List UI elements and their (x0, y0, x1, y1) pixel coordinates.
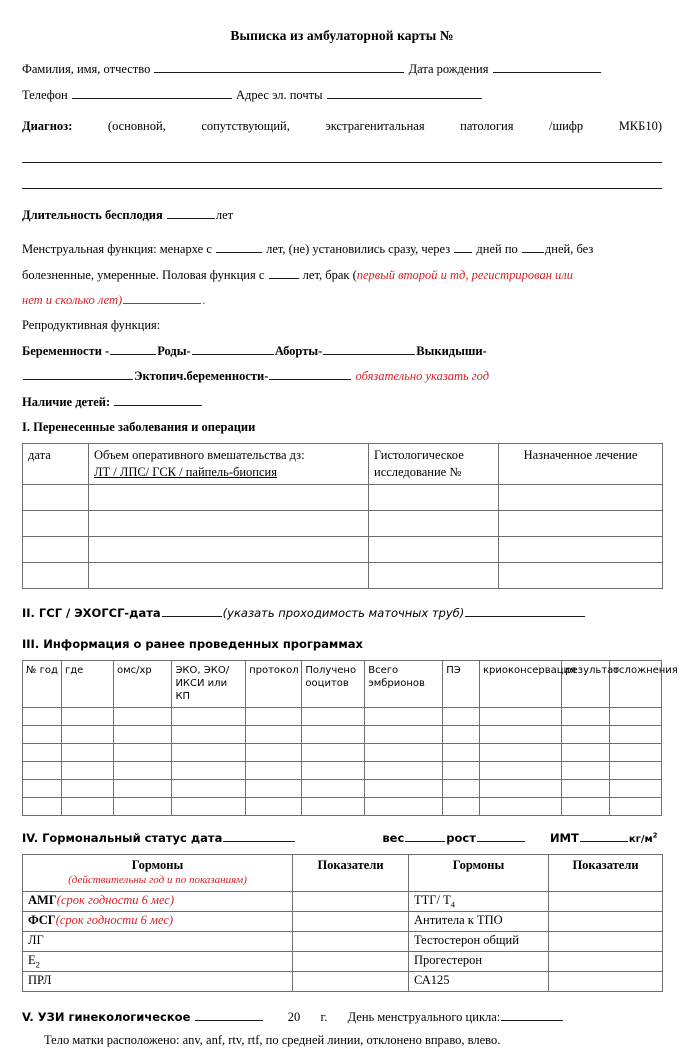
programs-col-result: результат (562, 660, 610, 707)
ectopic-year-note: обязательно указать год (355, 369, 490, 384)
marriage-note-period: . (202, 293, 206, 308)
menstrual-function-line-1 (22, 240, 662, 259)
cell[interactable] (246, 743, 302, 761)
cell-histology[interactable] (369, 485, 499, 511)
cell[interactable] (609, 725, 661, 743)
section-4-heading-row (22, 830, 662, 847)
menarche-age-field[interactable] (216, 240, 262, 253)
cell[interactable] (172, 707, 246, 725)
marriage-label: лет, брак ( (302, 267, 357, 282)
operations-table (22, 443, 663, 589)
section-2-heading-row (22, 605, 662, 621)
cell[interactable] (562, 779, 610, 797)
cell[interactable] (480, 779, 562, 797)
menstrual-function-line-3 (22, 291, 662, 310)
programs-table (22, 660, 678, 816)
cell[interactable] (562, 743, 610, 761)
diagnosis-word-5: МКБ10) (618, 119, 662, 134)
operations-col-scope-l2: ЛТ / ЛПС/ ГСК / пайпель-биопсия (94, 464, 277, 479)
hormones-header-note: (действительны год и по показаниям) (68, 874, 247, 887)
diagnosis-block (22, 117, 662, 189)
ultrasound-date-field[interactable] (195, 1008, 263, 1021)
cell[interactable] (480, 707, 562, 725)
cell[interactable] (172, 761, 246, 779)
menstrual-label-b: лет, (не) установились сразу, через (266, 241, 451, 256)
operations-col-date-l1: дата (28, 448, 51, 463)
height-label: рост (446, 830, 476, 845)
hormone-amh-note: (срок годности 6 мес) (56, 892, 175, 907)
hormones-col-right-title: Гормоны (409, 855, 549, 892)
cell[interactable] (609, 797, 661, 815)
cell[interactable] (61, 779, 113, 797)
cell[interactable] (172, 725, 246, 743)
cell[interactable] (562, 761, 610, 779)
cell[interactable] (61, 761, 113, 779)
cell-treatment[interactable] (499, 511, 663, 537)
abortions-field[interactable] (323, 342, 415, 355)
hsg-result-field[interactable] (465, 605, 585, 617)
table-row[interactable] (23, 761, 662, 779)
hormone-name-progesterone: Прогестерон (409, 951, 549, 971)
cell[interactable] (113, 779, 171, 797)
phone-field[interactable] (72, 86, 232, 99)
cell[interactable] (365, 761, 443, 779)
marriage-note-part-1: первый второй и тд, регистрирован или (356, 267, 573, 282)
bmi-unit-base: кг/м (628, 833, 653, 845)
cell[interactable] (23, 725, 62, 743)
patient-name-field[interactable] (154, 60, 404, 73)
programs-col-cryo: криоконсервация (480, 660, 562, 707)
diagnosis-label-row (22, 117, 662, 135)
programs-col-oocytes: Получено ооцитов (302, 660, 365, 707)
cell-scope[interactable] (89, 511, 369, 537)
bmi-unit-exponent: 2 (652, 831, 658, 840)
hormone-progesterone-value[interactable] (549, 951, 663, 971)
cell[interactable] (443, 761, 480, 779)
diagnosis-word-4: /шифр (549, 119, 584, 134)
cell[interactable] (172, 797, 246, 815)
hormone-name-ca125: СА125 (409, 971, 549, 991)
cell[interactable] (562, 725, 610, 743)
cell[interactable] (246, 797, 302, 815)
birth-date-label: Дата рождения (408, 61, 489, 76)
table-row[interactable] (23, 931, 663, 951)
cell[interactable] (480, 797, 562, 815)
cell-scope[interactable] (89, 537, 369, 563)
table-row[interactable] (23, 743, 662, 761)
programs-table-header-row (23, 660, 662, 707)
cell[interactable] (61, 725, 113, 743)
menstrual-label-d: дней, без (544, 241, 594, 256)
cell[interactable] (609, 707, 661, 725)
email-label: Адрес эл. почты (235, 87, 323, 102)
births-field[interactable] (192, 342, 274, 355)
hormone-e2-label: Е (28, 952, 36, 967)
cell-scope[interactable] (89, 485, 369, 511)
diagnosis-word-2: экстрагенитальная (325, 119, 425, 134)
cell[interactable] (562, 797, 610, 815)
ectopic-label: Эктопич.беременности- (134, 369, 269, 384)
bmi-label: ИМТ (549, 830, 579, 845)
cell-treatment[interactable] (499, 485, 663, 511)
hsg-note: (указать проходимость маточных труб) (222, 606, 465, 621)
table-row[interactable] (23, 971, 663, 991)
operations-col-scope-l1: Объем оперативного вмешательства дз: (94, 448, 305, 463)
section-3-title: III. Информация о ранее проведенных программах (22, 636, 363, 651)
cycle-day-field[interactable] (501, 1008, 563, 1021)
cell[interactable] (61, 743, 113, 761)
cell[interactable] (246, 725, 302, 743)
operations-col-histology-l2: исследование № (374, 464, 462, 479)
cycle-duration-field[interactable] (522, 240, 544, 253)
hormone-lh-label: ЛГ (28, 932, 44, 947)
hormone-e2-value[interactable] (293, 951, 409, 971)
cycle-day-label: День менструального цикла: (347, 1009, 501, 1024)
reproductive-counts-row (22, 342, 662, 361)
cell[interactable] (246, 707, 302, 725)
cell[interactable] (302, 761, 365, 779)
programs-col-where: где (61, 660, 113, 707)
cell[interactable] (443, 779, 480, 797)
uterus-position-text: Тело матки расположено: anv, anf, rtv, rtf, по средней линии, отклонено вправо, влево. (44, 1033, 501, 1048)
cell-date[interactable] (23, 537, 89, 563)
cell[interactable] (480, 743, 562, 761)
children-field[interactable] (114, 393, 202, 406)
bmi-field[interactable] (580, 830, 628, 842)
cell[interactable] (246, 761, 302, 779)
programs-col-pe: ПЭ (443, 660, 480, 707)
hormone-name-lh (23, 931, 293, 951)
hormones-table-header-row (23, 855, 663, 892)
hormones-col-left-values: Показатели (293, 855, 409, 892)
programs-col-number-year: № год (23, 660, 62, 707)
operations-col-date (23, 444, 89, 485)
email-field[interactable] (327, 86, 482, 99)
cell[interactable] (302, 725, 365, 743)
table-row[interactable] (23, 891, 663, 911)
section-3-heading-row (22, 636, 662, 652)
pregnancies-field[interactable] (110, 342, 156, 355)
sexual-function-age-field[interactable] (269, 266, 299, 279)
cell-date[interactable] (23, 485, 89, 511)
diagnosis-word-0: (основной, (107, 119, 166, 134)
uterus-position-row (22, 1032, 662, 1050)
table-row[interactable] (23, 511, 663, 537)
hormone-tsh-value[interactable] (549, 891, 663, 911)
cell[interactable] (365, 797, 443, 815)
hormone-name-amh (23, 891, 293, 911)
operations-col-scope (89, 444, 369, 485)
cell[interactable] (443, 743, 480, 761)
ultrasound-year-prefix: 20 (287, 1009, 301, 1024)
section-1-title: I. Перенесенные заболевания и операции (22, 419, 256, 434)
infertility-duration-field[interactable] (167, 206, 215, 219)
cell[interactable] (609, 779, 661, 797)
cell[interactable] (443, 725, 480, 743)
programs-col-protocol: протокол (246, 660, 302, 707)
section-4-title: IV. Гормональный статус дата (22, 830, 223, 845)
cell[interactable] (302, 797, 365, 815)
hormone-testosterone-value[interactable] (549, 931, 663, 951)
hormone-lh-value[interactable] (293, 931, 409, 951)
table-row[interactable] (23, 707, 662, 725)
table-row[interactable] (23, 951, 663, 971)
hormones-table (22, 854, 663, 992)
ectopic-row (22, 367, 662, 386)
hormone-fsh-note: (срок годности 6 мес) (55, 912, 174, 927)
diagnosis-label: Диагноз: (22, 119, 73, 134)
cell[interactable] (113, 761, 171, 779)
cell[interactable] (113, 707, 171, 725)
marriage-years-field[interactable] (123, 291, 201, 304)
hormone-name-fsh (23, 911, 293, 931)
birth-date-field[interactable] (493, 60, 601, 73)
cell[interactable] (246, 779, 302, 797)
height-field[interactable] (477, 830, 525, 842)
hormones-col-left-title (23, 855, 293, 892)
ectopic-field[interactable] (269, 367, 351, 380)
programs-col-method: ЭКО, ЭКО/ИКСИ или КП (172, 660, 246, 707)
cell[interactable] (61, 797, 113, 815)
section-2-title: II. ГСГ / ЭХОГСГ-дата (22, 606, 161, 621)
miscarriages-label: Выкидыши- (416, 343, 487, 358)
weight-label: вес (382, 830, 405, 845)
section-5-title: V. УЗИ гинекологическое (22, 1009, 191, 1024)
cell-scope[interactable] (89, 563, 369, 589)
cell[interactable] (113, 725, 171, 743)
hormones-col-right-values: Показатели (549, 855, 663, 892)
cell[interactable] (23, 797, 62, 815)
cell[interactable] (302, 779, 365, 797)
table-row[interactable] (23, 537, 663, 563)
table-row[interactable] (23, 485, 663, 511)
cell[interactable] (23, 743, 62, 761)
cell[interactable] (172, 743, 246, 761)
cell[interactable] (302, 743, 365, 761)
infertility-duration-label: Длительность бесплодия (22, 208, 163, 223)
hormones-header-left: Гормоны (131, 858, 184, 873)
cell[interactable] (23, 707, 62, 725)
cell-date[interactable] (23, 563, 89, 589)
miscarriages-field[interactable] (23, 367, 133, 380)
operations-col-histology-l1: Гистологическое (374, 448, 464, 463)
hormone-prl-value[interactable] (293, 971, 409, 991)
diagnosis-field-line-2[interactable] (22, 175, 662, 189)
table-row[interactable] (23, 563, 663, 589)
programs-col-oms: омс/хр (113, 660, 171, 707)
cell-treatment[interactable] (499, 563, 663, 589)
table-row[interactable] (23, 725, 662, 743)
cell[interactable] (302, 707, 365, 725)
cell[interactable] (443, 707, 480, 725)
phone-label: Телефон (22, 87, 68, 102)
cell[interactable] (365, 779, 443, 797)
operations-col-treatment (499, 444, 663, 485)
section-5-heading-row (22, 1008, 662, 1027)
diagnosis-word-1: сопутствующий, (201, 119, 290, 134)
cell[interactable] (113, 797, 171, 815)
cycle-interval-field[interactable] (454, 240, 472, 253)
reproductive-function-label: Репродуктивная функция: (22, 317, 161, 332)
cell-histology[interactable] (369, 537, 499, 563)
children-label: Наличие детей: (22, 394, 111, 409)
weight-field[interactable] (405, 830, 445, 842)
cell[interactable] (23, 761, 62, 779)
cell[interactable] (365, 743, 443, 761)
ultrasound-year-suffix: г. (320, 1009, 328, 1024)
abortions-label: Аборты- (274, 343, 323, 358)
cell[interactable] (609, 743, 661, 761)
cell[interactable] (443, 797, 480, 815)
hormone-ca125-value[interactable] (549, 971, 663, 991)
hormone-fsh-label: ФСГ (28, 912, 56, 927)
reproductive-function-label-row (22, 317, 662, 335)
hormone-amh-label: АМГ (28, 892, 57, 907)
cell[interactable] (172, 779, 246, 797)
programs-col-embryos: Всего эмбрионов (365, 660, 443, 707)
hormone-amh-value[interactable] (293, 891, 409, 911)
table-row[interactable] (23, 911, 663, 931)
hsg-date-field[interactable] (162, 605, 222, 617)
operations-table-header-row (23, 444, 663, 485)
hormone-fsh-value[interactable] (293, 911, 409, 931)
operations-col-treatment-l1: Назначенное лечение (523, 448, 638, 463)
hormone-name-testosterone: Тестостерон общий (409, 931, 549, 951)
cell[interactable] (480, 725, 562, 743)
infertility-duration-unit: лет (215, 208, 234, 223)
hormone-name-e2 (23, 951, 293, 971)
bmi-unit (628, 831, 658, 845)
cell[interactable] (113, 743, 171, 761)
cell-histology[interactable] (369, 563, 499, 589)
diagnosis-word-3: патология (460, 119, 514, 134)
hormone-name-prl (23, 971, 293, 991)
marriage-note-part-2: нет и сколько лет) (22, 293, 123, 308)
hormone-name-tpo: Антитела к ТПО (409, 911, 549, 931)
hormone-prl-label: ПРЛ (28, 972, 52, 987)
cell[interactable] (365, 725, 443, 743)
cell[interactable] (61, 707, 113, 725)
cell[interactable] (23, 779, 62, 797)
pregnancies-label: Беременности - (22, 343, 110, 358)
cell[interactable] (562, 707, 610, 725)
page-title: Выписка из амбулаторной карты № (230, 28, 454, 43)
children-row (22, 393, 662, 412)
patient-name-row (22, 60, 662, 79)
hormone-name-tsh (409, 891, 549, 911)
hormone-tsh-sub: 4 (450, 899, 455, 910)
patient-name-label: Фамилия, имя, отчество (22, 61, 151, 76)
hormone-tpo-value[interactable] (549, 911, 663, 931)
cell-treatment[interactable] (499, 537, 663, 563)
cell-date[interactable] (23, 511, 89, 537)
menstrual-label-a: Менструальная функция: менархе с (22, 241, 212, 256)
sexual-function-label-a: болезненные, умеренные. Половая функция с (22, 267, 265, 282)
section-1-heading (22, 419, 662, 437)
hormone-e2-sub: 2 (35, 959, 40, 970)
cell[interactable] (365, 707, 443, 725)
patient-contact-row (22, 86, 662, 105)
menstrual-label-c: дней по (476, 241, 518, 256)
cell[interactable] (480, 761, 562, 779)
operations-col-histology (369, 444, 499, 485)
menstrual-function-line-2 (22, 266, 662, 285)
programs-col-complications: осложнения (609, 660, 661, 707)
table-row[interactable] (23, 797, 662, 815)
births-label: Роды- (157, 343, 191, 358)
hormone-tsh-label: ТТГ/ Т (414, 892, 451, 907)
infertility-duration-row (22, 206, 662, 225)
table-row[interactable] (23, 779, 662, 797)
hormone-date-field[interactable] (223, 830, 295, 842)
cell-histology[interactable] (369, 511, 499, 537)
cell[interactable] (609, 761, 661, 779)
diagnosis-field-line-1[interactable] (22, 149, 662, 163)
